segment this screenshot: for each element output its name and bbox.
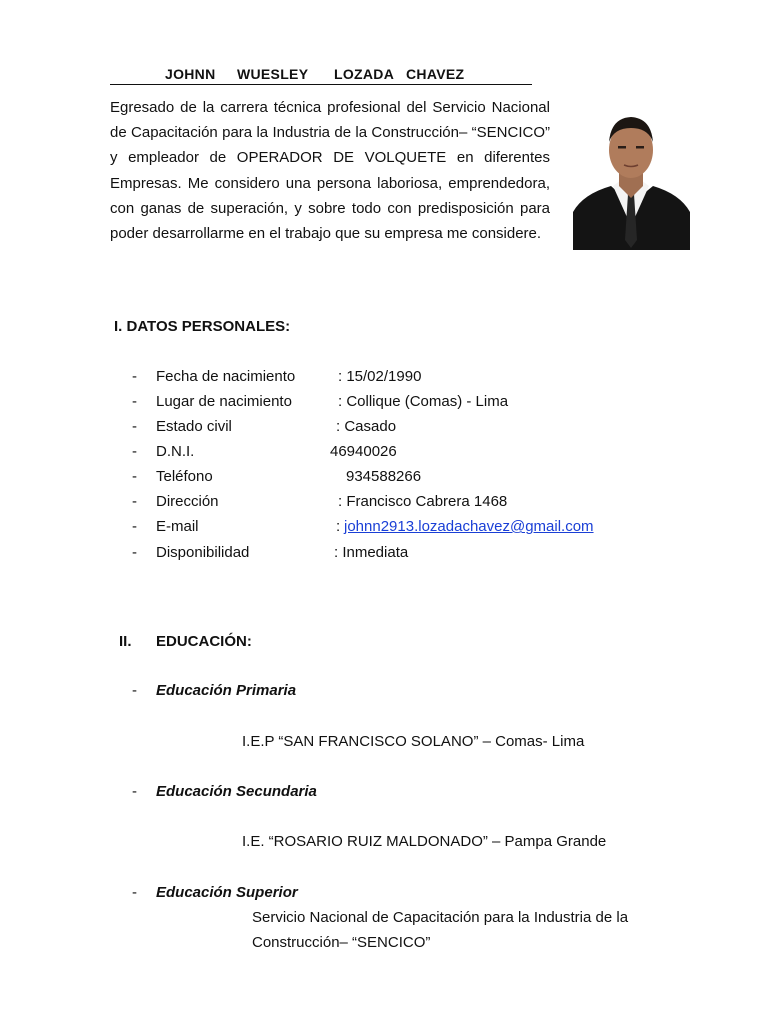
- first-name: JOHNN: [165, 66, 216, 82]
- address-label: Dirección: [156, 493, 219, 510]
- phone-value: 934588266: [346, 468, 422, 485]
- bullet-dash: -: [132, 682, 137, 699]
- availability-value: : Inmediata: [334, 544, 409, 561]
- bullet-dash: -: [132, 884, 137, 901]
- primary-school: I.E.P “SAN FRANCISCO SOLANO” – Comas- Lima: [242, 733, 585, 750]
- education-number: II.: [119, 633, 132, 650]
- bullet-dash: -: [132, 783, 137, 800]
- bullet-dash: -: [132, 393, 137, 410]
- bullet-dash: -: [132, 368, 137, 385]
- superior-school-line1: Servicio Nacional de Capacitación para la Industria de la: [252, 909, 629, 926]
- resume-name: [110, 66, 532, 85]
- bullet-dash: -: [132, 443, 137, 460]
- education-heading: EDUCACIÓN:: [156, 633, 252, 650]
- civil-status-value: : Casado: [336, 418, 397, 435]
- portrait-image: [573, 108, 690, 250]
- profile-summary: Egresado de la carrera técnica profesional del Servicio Nacional de Capacitación para la Industria de la Construcción– “SENCICO” y empleador de OPERADOR DE VOLQUETE en diferentes Empresas. Me considero una persona laboriosa, emprendedora, con ganas de superación, y sobre todo con predisposición para poder desarrollarme en el trabajo que su empresa me considere.: [110, 99, 550, 243]
- dni-label: D.N.I.: [156, 443, 195, 460]
- birthplace-value: : Collique (Comas) - Lima: [338, 393, 509, 410]
- bullet-dash: -: [132, 468, 137, 485]
- secondary-label: Educación Secundaria: [156, 783, 317, 800]
- email-link[interactable]: johnn2913.lozadachavez@gmail.com: [344, 518, 594, 535]
- birthdate-value: : 15/02/1990: [338, 368, 422, 385]
- birthplace-label: Lugar de nacimiento: [156, 393, 292, 410]
- email-label: E-mail: [156, 518, 199, 535]
- civil-status-label: Estado civil: [156, 418, 232, 435]
- dni-value: 46940026: [330, 443, 397, 460]
- address-value: : Francisco Cabrera 1468: [338, 493, 508, 510]
- superior-label: Educación Superior: [156, 884, 298, 901]
- last-name-1: LOZADA: [334, 66, 395, 82]
- second-name: WUESLEY: [237, 66, 309, 82]
- bullet-dash: -: [132, 418, 137, 435]
- bullet-dash: -: [132, 518, 137, 535]
- secondary-school: I.E. “ROSARIO RUIZ MALDONADO” – Pampa Grande: [242, 833, 607, 850]
- last-name-2: CHAVEZ: [406, 66, 465, 82]
- phone-label: Teléfono: [156, 468, 213, 485]
- personal-data-heading: I. DATOS PERSONALES:: [114, 318, 291, 335]
- superior-school-line2: Construcción– “SENCICO”: [252, 934, 431, 951]
- email-colon: :: [336, 518, 341, 535]
- primary-label: Educación Primaria: [156, 682, 297, 699]
- birthdate-label: Fecha de nacimiento: [156, 368, 296, 385]
- bullet-dash: -: [132, 544, 137, 561]
- bullet-dash: -: [132, 493, 137, 510]
- profile-photo: [573, 108, 690, 250]
- availability-label: Disponibilidad: [156, 544, 250, 561]
